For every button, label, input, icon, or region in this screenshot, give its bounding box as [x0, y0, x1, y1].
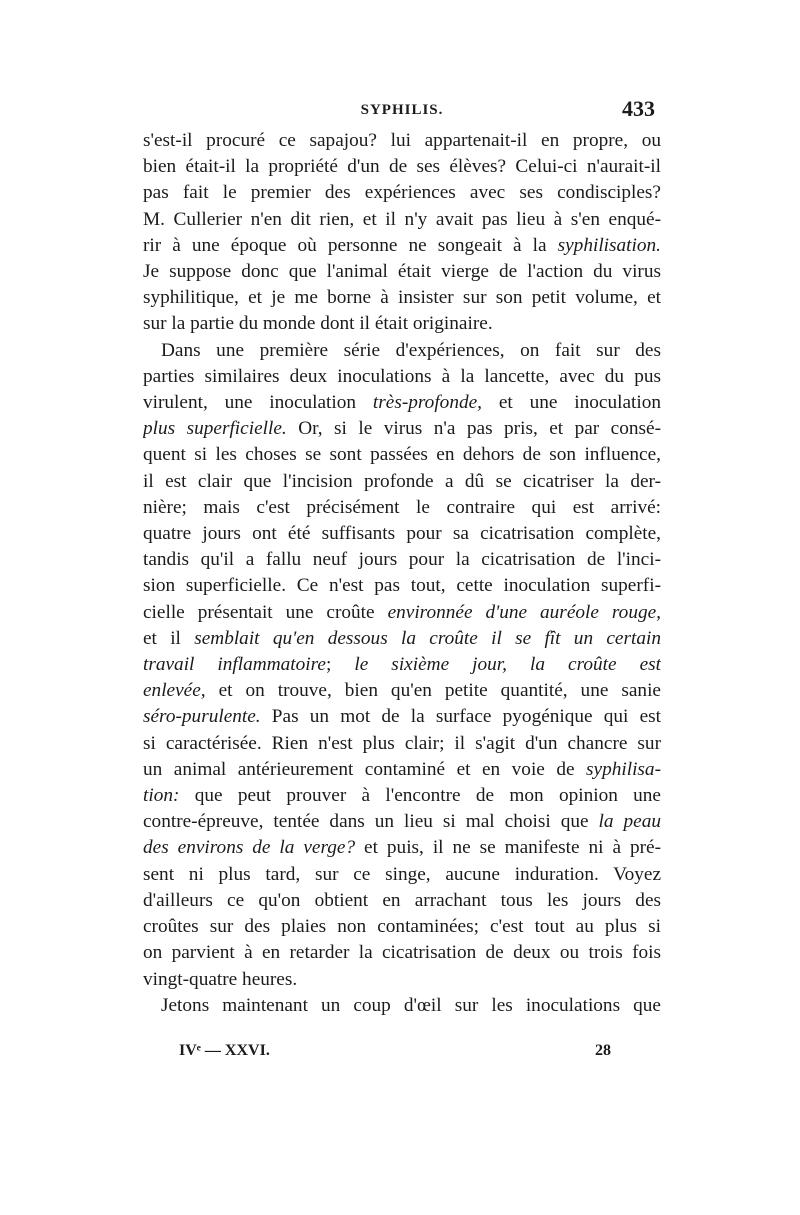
text-line — [143, 600, 661, 626]
text-segment: et il — [143, 627, 195, 649]
italic-text: des environs de la verge? — [143, 837, 356, 859]
italic-text: environnée d'une auréole rouge, — [387, 601, 661, 623]
text-line — [143, 783, 661, 809]
italic-text: séro-purulente. — [143, 706, 261, 728]
text-segment: quatre jours ont été suffisants pour sa cicatrisation complète, — [143, 523, 661, 545]
text-segment: Dans une première série d'expériences, on fait sur des — [161, 339, 661, 361]
text-segment: M. Cullerier n'en dit rien, et il n'y avait pas lieu à s'en enqué- — [143, 208, 661, 230]
text-line — [143, 914, 661, 940]
italic-text: le sixième jour, la croûte est — [354, 654, 661, 676]
text-line — [143, 573, 661, 599]
text-line — [143, 731, 661, 757]
page-footer — [179, 1042, 639, 1066]
italic-text: enlevée, — [143, 680, 206, 702]
text-segment: contre-épreuve, tentée dans un lieu si mal choisi que — [143, 811, 599, 833]
text-line — [143, 626, 661, 652]
text-line — [143, 757, 661, 783]
text-line — [143, 888, 661, 914]
text-segment: parties similaires deux inoculations à la lancette, avec du pus — [143, 365, 661, 387]
text-segment: un animal antérieurement contaminé et en voie de — [143, 758, 587, 780]
text-segment: et puis, il ne se manifeste ni à pré- — [355, 837, 661, 859]
text-segment: et une inoculation — [481, 392, 661, 414]
text-line — [143, 704, 661, 730]
text-line — [143, 521, 661, 547]
text-segment: tandis qu'il a fallu neuf jours pour la cicatrisation de l'inci- — [143, 549, 661, 571]
text-line — [143, 835, 661, 861]
italic-text: syphilisation. — [557, 234, 661, 256]
italic-text: tion: — [143, 785, 180, 807]
text-line — [143, 390, 661, 416]
text-segment: sur la partie du monde dont il était originaire. — [143, 313, 493, 335]
signature-mark: IVᵉ — XXVI. — [179, 1042, 270, 1059]
text-line — [143, 940, 661, 966]
running-head — [143, 96, 661, 128]
text-segment: cielle présentait une croûte — [143, 601, 388, 623]
italic-text: syphilisa- — [586, 758, 661, 780]
text-segment: quent si les choses se sont passées en dehors de son influence, — [143, 444, 661, 466]
text-line — [143, 547, 661, 573]
text-segment: que peut prouver à l'encontre de mon opinion une — [179, 785, 661, 807]
text-line — [143, 993, 661, 1019]
text-line — [143, 128, 661, 154]
body-text — [143, 128, 661, 1019]
text-segment: virulent, une inoculation — [143, 392, 373, 414]
text-line — [143, 207, 661, 233]
text-line — [143, 652, 661, 678]
text-segment: Je suppose donc que l'animal était vierge de l'action du virus — [143, 261, 661, 283]
text-segment: ; — [325, 654, 355, 676]
text-segment: sent ni plus tard, sur ce singe, aucune induration. Voyez — [143, 863, 661, 885]
text-segment: Jetons maintenant un coup d'œil sur les inoculations que — [161, 994, 661, 1016]
text-line — [143, 416, 661, 442]
page-number: 433 — [622, 96, 655, 121]
text-line — [143, 338, 661, 364]
italic-text: la peau — [598, 811, 661, 833]
text-line — [143, 442, 661, 468]
running-title: SYPHILIS. — [360, 102, 444, 118]
text-line — [143, 469, 661, 495]
text-segment: sion superficielle. Ce n'est pas tout, cette inoculation superfi- — [143, 575, 661, 597]
text-segment: pas fait le premier des expériences avec ses condisciples? — [143, 182, 661, 204]
text-segment: rir à une époque où personne ne songeait à la — [143, 234, 558, 256]
text-line — [143, 809, 661, 835]
text-segment: bien était-il la propriété d'un de ses élèves? Celui-ci n'aurait-il — [143, 156, 661, 178]
italic-text: plus superficielle. — [143, 418, 287, 440]
text-segment: vingt-quatre heures. — [143, 968, 298, 990]
text-segment: on parvient à en retarder la cicatrisation de deux ou trois fois — [143, 942, 661, 964]
text-line — [143, 311, 661, 337]
text-segment: et on trouve, bien qu'en petite quantité, une sanie — [205, 680, 661, 702]
text-segment: croûtes sur des plaies non contaminées; c'est tout au plus si — [143, 916, 661, 938]
text-segment: si caractérisée. Rien n'est plus clair; il s'agit d'un chancre sur — [143, 732, 661, 754]
italic-text: travail inflammatoire — [143, 654, 326, 676]
text-line — [143, 259, 661, 285]
text-segment: s'est-il procuré ce sapajou? lui appartenait-il en propre, ou — [143, 130, 661, 151]
text-segment: d'ailleurs ce qu'on obtient en arrachant tous les jours des — [143, 889, 661, 911]
text-line — [143, 967, 661, 993]
text-line — [143, 862, 661, 888]
text-line — [143, 180, 661, 206]
text-line — [143, 154, 661, 180]
text-segment: Or, si le virus n'a pas pris, et par consé- — [286, 418, 661, 440]
text-segment: Pas un mot de la surface pyogénique qui est — [260, 706, 661, 728]
text-segment: syphilitique, et je me borne à insister sur son petit volume, et — [143, 287, 661, 309]
italic-text: très-profonde, — [372, 392, 482, 414]
text-line — [143, 678, 661, 704]
italic-text: semblait qu'en dessous la croûte il se fît un certain — [194, 627, 661, 649]
sheet-number: 28 — [595, 1042, 611, 1059]
text-line — [143, 495, 661, 521]
text-line — [143, 364, 661, 390]
text-line — [143, 285, 661, 311]
text-segment: il est clair que l'incision profonde a dû se cicatriser la der- — [143, 470, 661, 492]
book-page — [143, 96, 661, 1059]
text-segment: nière; mais c'est précisément le contraire qui est arrivé: — [143, 496, 661, 518]
text-line — [143, 233, 661, 259]
